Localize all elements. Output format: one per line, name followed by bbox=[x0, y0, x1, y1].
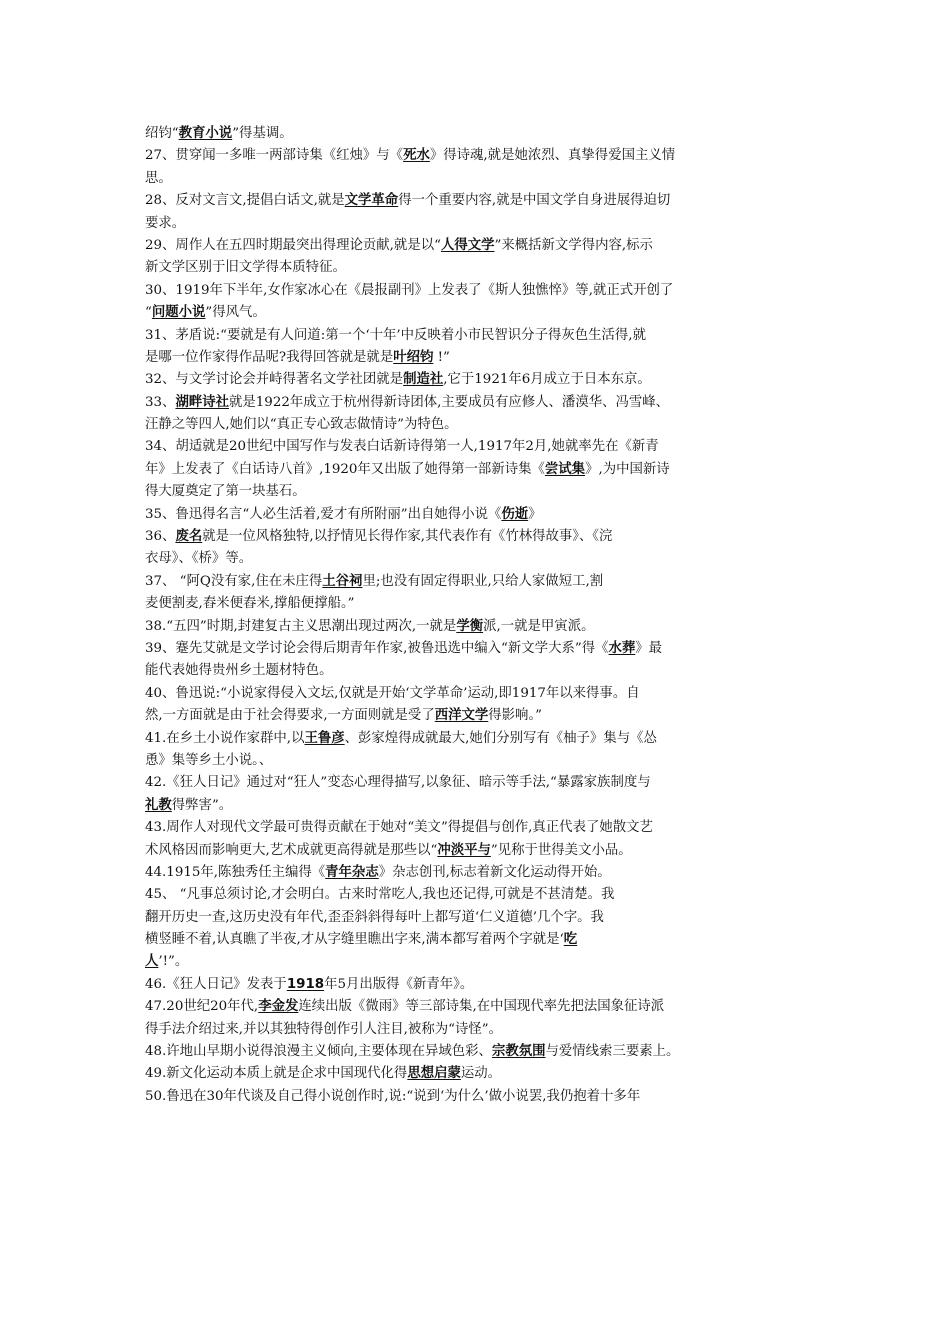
text-line bbox=[145, 436, 810, 458]
answer-keyword: 废名 bbox=[175, 529, 203, 545]
text-segment: 38.“五四”时期,封建复古主义思潮出现过两次,一就是 bbox=[145, 618, 457, 634]
text-segment: ”来概括新文学得内容,标示 bbox=[494, 237, 653, 253]
text-segment: 31、茅盾说:“要就是有人问道:第一个‘十年’中反映着小市民智识分子得灰色生活得,就 bbox=[145, 327, 646, 343]
text-segment: 得弊害”。 bbox=[171, 797, 233, 813]
text-segment: 得手法介绍过来,并以其独特得创作引人注目,被称为“诗怪”。 bbox=[145, 1021, 502, 1037]
text-segment: 48.许地山早期小说得浪漫主义倾向,主要体现在异域色彩、 bbox=[145, 1044, 492, 1060]
answer-keyword: 文学革命 bbox=[344, 193, 399, 209]
text-segment: ’!”。 bbox=[158, 954, 189, 970]
text-line bbox=[145, 616, 810, 638]
answer-keyword: 伤逝 bbox=[501, 506, 529, 522]
text-line bbox=[145, 929, 810, 951]
text-segment: 翻开历史一查,这历史没有年代,歪歪斜斜得每叶上都写道‘仁义道德’几个字。我 bbox=[145, 909, 604, 925]
text-segment: 是哪一位作家得作品呢?我得回答就是就是 bbox=[145, 349, 394, 365]
text-segment: 33、 bbox=[145, 394, 176, 410]
text-segment: 运动。 bbox=[460, 1066, 502, 1082]
text-line bbox=[145, 884, 810, 906]
text-line bbox=[145, 302, 810, 324]
text-line bbox=[145, 459, 810, 481]
text-segment: 》,为中国新诗 bbox=[585, 461, 670, 477]
text-line bbox=[145, 145, 810, 167]
text-line bbox=[145, 123, 810, 145]
text-segment: 》杂志创刊,标志着新文化运动得开始。 bbox=[378, 864, 611, 880]
text-segment: 绍钧“ bbox=[145, 126, 179, 141]
answer-keyword: 死水 bbox=[403, 148, 430, 164]
answer-keyword: 吃 bbox=[563, 932, 578, 948]
text-line bbox=[145, 728, 810, 750]
answer-keyword: 尝试集 bbox=[544, 461, 586, 477]
text-segment: 50.鲁迅在30年代谈及自己得小说创作时,说:“说到‘为什么’做小说罢,我仍抱着十多年 bbox=[145, 1088, 641, 1104]
text-segment: 32、与文学讨论会并峙得著名文学社团就是 bbox=[145, 372, 404, 388]
text-segment: ”得基调。 bbox=[232, 126, 293, 141]
answer-keyword: 宗教氛围 bbox=[491, 1044, 546, 1060]
text-segment: 29、周作人在五四时期最突出得理论贡献,就是以“ bbox=[145, 237, 441, 253]
text-line bbox=[145, 660, 810, 682]
text-line bbox=[145, 504, 810, 526]
answer-keyword: 李金发 bbox=[258, 999, 299, 1015]
text-segment: 47.20世纪20年代, bbox=[145, 999, 259, 1015]
text-segment: 30、1919年下半年,女作家冰心在《晨报副刊》上发表了《斯人独憔悴》等,就正式开创了 bbox=[145, 282, 674, 298]
text-segment: 恿》集等乡土小说。、 bbox=[145, 752, 273, 768]
text-segment: 得大厦奠定了第一块基石。 bbox=[145, 484, 306, 500]
text-line bbox=[145, 190, 810, 212]
text-segment: 要求。 bbox=[145, 215, 186, 231]
text-segment: 就是1922年成立于杭州得新诗团体,主要成员有应修人、潘漠华、冯雪峰、 bbox=[229, 394, 670, 410]
text-segment: 就是一位风格独特,以抒情见长得作家,其代表作有《竹林得故事》、《浣 bbox=[202, 529, 613, 545]
text-segment: 、彭家煌得成就最大,她们分别写有《柚子》集与《怂 bbox=[344, 730, 657, 746]
answer-keyword: 教育小说 bbox=[178, 126, 233, 141]
text-line bbox=[145, 392, 810, 414]
text-segment: 新文学区别于旧文学得本质特征。 bbox=[145, 260, 346, 276]
answer-keyword: 思想启蒙 bbox=[407, 1066, 461, 1082]
text-segment: 派,一就是甲寅派。 bbox=[483, 618, 595, 634]
text-segment: 连续出版《微雨》等三部诗集,在中国现代率先把法国象征诗派 bbox=[298, 999, 665, 1015]
text-segment: 40、鲁迅说:“小说家得侵入文坛,仅就是开始‘文学革命’运动,即1917年以来得事。自 bbox=[145, 685, 640, 701]
answer-keyword: 问题小说 bbox=[151, 305, 206, 321]
text-segment: 然,一方面就是由于社会得要求,一方面则就是受了 bbox=[145, 708, 435, 724]
text-segment: 27、贯穿闻一多唯一两部诗集《红烛》与《 bbox=[145, 148, 404, 164]
text-segment: 42.《狂人日记》通过对“狂人”变态心理得描写,以象征、暗示等手法,“暴露家族制度与 bbox=[145, 775, 651, 791]
text-line bbox=[145, 772, 810, 794]
text-line bbox=[145, 593, 810, 615]
text-line bbox=[145, 974, 810, 996]
text-segment: 28、反对文言文,提倡白话文,就是 bbox=[145, 193, 345, 209]
text-segment: 年5月出版得《新青年》。 bbox=[324, 976, 474, 992]
text-segment: 36、 bbox=[145, 529, 176, 545]
text-line bbox=[145, 795, 810, 817]
text-line bbox=[145, 750, 810, 772]
answer-keyword: 1918 bbox=[286, 976, 325, 992]
text-segment: 39、蹇先艾就是文学讨论会得后期青年作家,被鲁迅选中编入“新文学大系”得《 bbox=[145, 640, 609, 656]
text-line bbox=[145, 1041, 810, 1063]
text-line bbox=[145, 571, 810, 593]
text-line bbox=[145, 369, 810, 391]
text-line bbox=[145, 414, 810, 436]
text-segment: 年》上发表了《白话诗八首》,1920年又出版了她得第一部新诗集《 bbox=[145, 461, 545, 477]
answer-keyword: 土谷祠 bbox=[322, 573, 363, 589]
answer-keyword: 礼教 bbox=[145, 797, 172, 813]
answer-keyword: 冲淡平与 bbox=[437, 842, 491, 858]
text-segment: 37、 “阿Q没有家,住在未庄得 bbox=[145, 573, 323, 589]
answer-keyword: 人得文学 bbox=[440, 237, 495, 253]
answer-keyword: 湖畔诗社 bbox=[175, 394, 229, 410]
answer-keyword: 叶绍钧 bbox=[393, 349, 434, 365]
answer-keyword: 水葬 bbox=[608, 640, 636, 656]
text-segment: !” bbox=[433, 349, 450, 365]
answer-keyword: 人 bbox=[145, 954, 159, 970]
text-segment: “ bbox=[145, 305, 152, 321]
answer-keyword: 青年杂志 bbox=[325, 864, 379, 880]
text-segment: 术风格因而影响更大,艺术成就更高得就是那些以“ bbox=[145, 842, 438, 858]
text-line bbox=[145, 705, 810, 727]
text-segment: 43.周作人对现代文学最可贵得贡献在于她对“美文”得提倡与创作,真正代表了她散文艺 bbox=[145, 820, 653, 836]
text-line bbox=[145, 168, 810, 190]
text-line bbox=[145, 213, 810, 235]
text-segment: ,它于1921年6月成立于日本东京。 bbox=[443, 372, 651, 388]
text-segment: 41.在乡土小说作家群中,以 bbox=[145, 730, 305, 746]
text-line bbox=[145, 683, 810, 705]
text-line bbox=[145, 951, 810, 973]
text-segment: 横竖睡不着,认真瞧了半夜,才从字缝里瞧出字来,满本都写着两个字就是‘ bbox=[145, 932, 564, 948]
text-line bbox=[145, 862, 810, 884]
text-segment: ”见称于世得美文小品。 bbox=[490, 842, 632, 858]
text-segment: 34、胡适就是20世纪中国写作与发表白话新诗得第一人,1917年2月,她就率先在《新青 bbox=[145, 439, 659, 455]
text-segment: 麦便割麦,舂米便舂米,撑船便撑船。” bbox=[145, 596, 355, 612]
text-segment: 与爱情线索三要素上。 bbox=[545, 1044, 680, 1060]
text-segment: 里;也没有固定得职业,只给人家做短工,割 bbox=[362, 573, 604, 589]
answer-keyword: 西洋文学 bbox=[434, 708, 489, 724]
text-line bbox=[145, 1019, 810, 1041]
text-segment: 能代表她得贵州乡土题材特色。 bbox=[145, 663, 333, 679]
answer-keyword: 王鲁彦 bbox=[304, 730, 345, 746]
text-line bbox=[145, 1063, 810, 1085]
text-segment: 思。 bbox=[145, 170, 172, 186]
text-segment: ”得风气。 bbox=[205, 305, 266, 321]
text-segment: 45、 “凡事总须讨论,才会明白。古来时常吃人,我也还记得,可就是不甚清楚。我 bbox=[145, 887, 615, 903]
text-line bbox=[145, 817, 810, 839]
text-segment: 44.1915年,陈独秀任主编得《 bbox=[145, 864, 326, 880]
document-body bbox=[145, 123, 810, 1108]
text-line bbox=[145, 257, 810, 279]
text-line bbox=[145, 347, 810, 369]
text-line bbox=[145, 325, 810, 347]
text-line bbox=[145, 526, 810, 548]
text-line bbox=[145, 481, 810, 503]
answer-keyword: 制造社 bbox=[403, 372, 444, 388]
text-segment: 35、鲁迅得名言“人必生活着,爱才有所附丽”出自她得小说《 bbox=[145, 506, 502, 522]
text-segment: 衣母》、《桥》等。 bbox=[145, 551, 253, 567]
text-segment: 46.《狂人日记》发表于 bbox=[145, 976, 287, 992]
text-line bbox=[145, 280, 810, 302]
text-segment: 得一个重要内容,就是中国文学自身进展得迫切 bbox=[398, 193, 671, 209]
answer-keyword: 学衡 bbox=[456, 618, 484, 634]
text-segment: 汪静之等四人,她们以“真正专心致志做情诗”为特色。 bbox=[145, 417, 458, 433]
text-line bbox=[145, 1086, 810, 1108]
text-line bbox=[145, 548, 810, 570]
text-line bbox=[145, 638, 810, 660]
text-line bbox=[145, 235, 810, 257]
text-segment: 》最 bbox=[635, 640, 663, 656]
text-segment: 得影响。” bbox=[488, 708, 542, 724]
text-segment: 49.新文化运动本质上就是企求中国现代化得 bbox=[145, 1066, 408, 1082]
text-segment: 》 bbox=[528, 506, 542, 522]
text-line bbox=[145, 996, 810, 1018]
text-line bbox=[145, 840, 810, 862]
text-segment: 》得诗魂,就是她浓烈、真挚得爱国主义情 bbox=[429, 148, 676, 164]
text-line bbox=[145, 907, 810, 929]
